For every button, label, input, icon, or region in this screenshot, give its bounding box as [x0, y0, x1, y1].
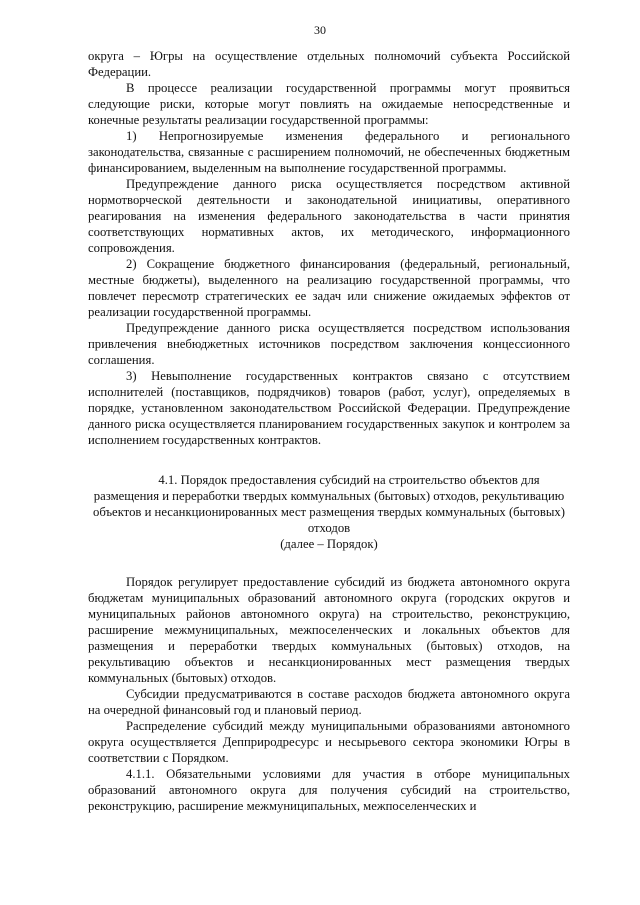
document-body	[88, 48, 570, 814]
paragraph: Субсидии предусматриваются в составе расходов бюджета автономного округа на очередной финансовый год и плановый период.	[88, 687, 570, 717]
section-heading	[88, 472, 570, 552]
paragraph: 4.1.1. Обязательными условиями для участия в отборе муниципальных образований автономного округа для получения субсидий на строительство, реконструкцию, расширение межмуниципальных, межпоселенческих и	[88, 767, 570, 813]
paragraph: В процессе реализации государственной программы могут проявиться следующие риски, которые могут повлиять на ожидаемые непосредственные и конечные результаты реализации государственной программы:	[88, 81, 570, 127]
paragraph: округа – Югры на осуществление отдельных полномочий субъекта Российской Федерации.	[88, 49, 570, 79]
paragraph: Предупреждение данного риска осуществляется посредством активной нормотворческой деятельности и законодательной инициативы, оперативного реагирования на изменения федерального законодательства в части принятия соответствующих нормативных актов, их методического, информационного сопровождения.	[88, 177, 570, 255]
paragraph: 3) Невыполнение государственных контрактов связано с отсутствием исполнителей (поставщиков, подрядчиков) товаров (работ, услуг), определяемых в порядке, установленном законодательством Российской Федерации. Предупреждение данного риска осуществляется планированием государственных закупок и контролем за исполнением государственных контрактов.	[88, 369, 570, 447]
section-heading-subtitle: (далее – Порядок)	[280, 537, 378, 551]
paragraph: 1) Непрогнозируемые изменения федерального и регионального законодательства, связанные с расширением полномочий, не обеспеченных бюджетным финансированием, выделенным на выполнение государственной программы.	[88, 129, 570, 175]
section-heading-title: 4.1. Порядок предоставления субсидий на строительство объектов для размещения и переработки твердых коммунальных (бытовых) отходов, рекультивацию объектов и несанкционированных мест размещения твердых коммунальных (бытовых) отходов	[93, 473, 565, 535]
paragraph: Порядок регулирует предоставление субсидий из бюджета автономного округа бюджетам муниципальных образований автономного округа (городских округов и муниципальных районов автономного округа) на строительство, реконструкцию, расширение межмуниципальных, межпоселенческих и локальных объектов для размещения и переработки твердых коммунальных (бытовых) отходов, на рекультивацию объектов и несанкционированных мест размещения твердых коммунальных (бытовых) отходов.	[88, 575, 570, 685]
paragraph: Распределение субсидий между муниципальными образованиями автономного округа осуществляется Депприродресурс и несырьевого сектора экономики Югры в соответствии с Порядком.	[88, 719, 570, 765]
spacer	[88, 552, 570, 574]
paragraph: Предупреждение данного риска осуществляется посредством использования привлечения внебюджетных источников посредством заключения концессионного соглашения.	[88, 321, 570, 367]
paragraph: 2) Сокращение бюджетного финансирования (федеральный, региональный, местные бюджеты), выделенного на реализацию государственной программы, что повлечет пересмотр стратегических ее задач или снижение ожидаемых эффектов от реализации государственной программы.	[88, 257, 570, 319]
page-number: 30	[314, 23, 326, 37]
